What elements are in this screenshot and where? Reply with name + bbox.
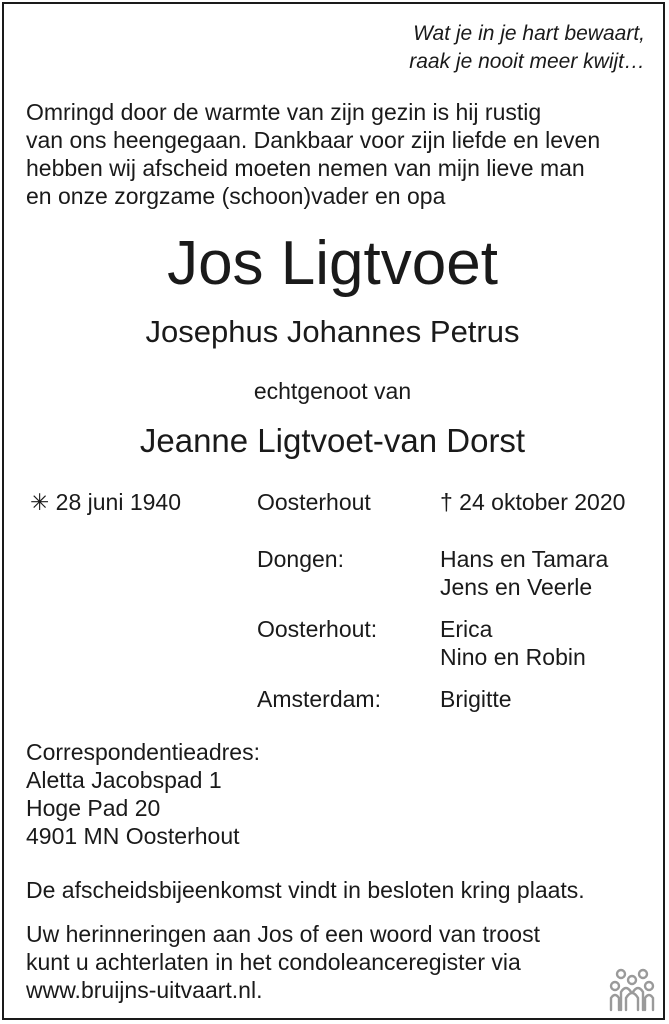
motto [345, 20, 645, 76]
condolence-website[interactable]: www.bruijns-uitvaart.nl. [26, 977, 263, 1003]
condolence-notice [26, 920, 540, 1004]
intro-line-2: van ons heengegaan. Dankbaar voor zijn liefde en leven [26, 127, 601, 153]
intro-line-3: hebben wij afscheid moeten nemen van mijn lieve man [26, 155, 585, 181]
family-place-dongen: Dongen: [257, 546, 344, 572]
family-dongen-line-1: Hans en Tamara [440, 546, 609, 572]
deceased-full-name: Josephus Johannes Petrus [145, 314, 520, 349]
family-amsterdam-line-1: Brigitte [440, 686, 512, 712]
correspondence-line-2: Hoge Pad 20 [26, 795, 161, 821]
family-dongen-line-2: Jens en Veerle [440, 574, 593, 600]
correspondence-line-1: Aletta Jacobspad 1 [26, 767, 222, 793]
intro-text [26, 98, 646, 210]
deceased-name: Jos Ligtvoet [167, 229, 498, 298]
motto-line-1: Wat je in je hart bewaart, [413, 22, 645, 45]
motto-line-2: raak je nooit meer kwijt… [409, 50, 645, 73]
birth-place: Oosterhout [257, 489, 371, 515]
family-logo-icon [608, 968, 656, 1012]
condolence-line-1: Uw herinneringen aan Jos of een woord van troost [26, 921, 540, 947]
family-oosterhout-line-1: Erica [440, 616, 493, 642]
family-place-amsterdam: Amsterdam: [257, 686, 381, 712]
condolence-line-2: kunt u achterlaten in het condoleanceregister via [26, 949, 521, 975]
intro-line-4: en onze zorgzame (schoon)vader en opa [26, 183, 446, 209]
spouse-label: echtgenoot van [253, 378, 412, 404]
family-oosterhout-line-2: Nino en Robin [440, 644, 586, 670]
intro-line-1: Omringd door de warmte van zijn gezin is hij rustig [26, 99, 542, 125]
family-place-oosterhout: Oosterhout: [257, 616, 378, 642]
spouse-name: Jeanne Ligtvoet-van Dorst [139, 422, 526, 459]
correspondence-line-3: 4901 MN Oosterhout [26, 823, 240, 849]
correspondence-address [26, 738, 260, 850]
gathering-notice: De afscheidsbijeenkomst vindt in besloten kring plaats. [26, 877, 585, 903]
correspondence-label: Correspondentieadres: [26, 739, 260, 765]
death-date: † 24 oktober 2020 [440, 489, 626, 515]
birth-date: ✳ 28 juni 1940 [30, 489, 181, 515]
